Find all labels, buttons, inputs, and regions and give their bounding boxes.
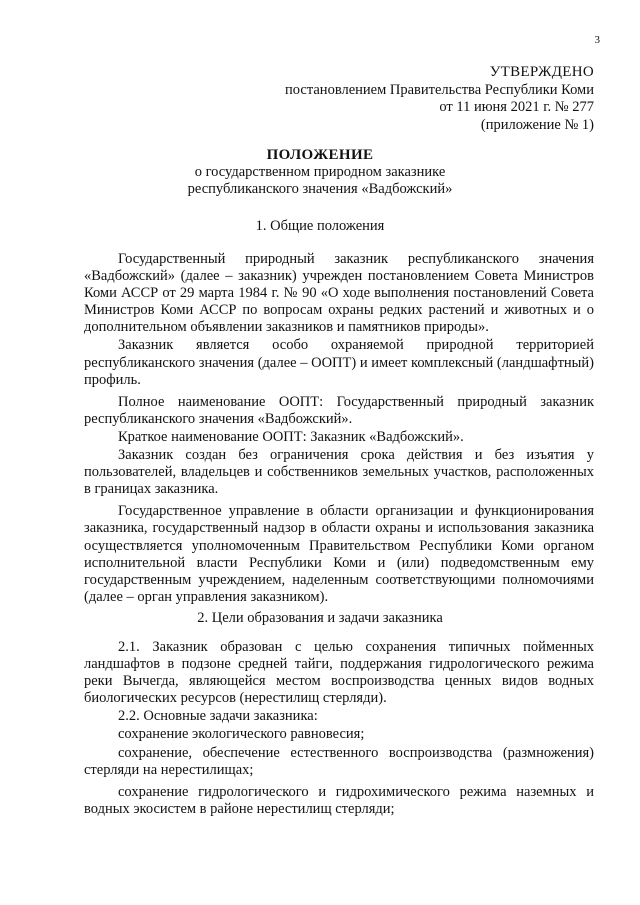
document-subtitle-1: о государственном природном заказнике	[194, 164, 446, 180]
section-2-paragraph: сохранение, обеспечение естественного воспроизводства (размножения) стерляди на нерестилищах;	[84, 744, 594, 778]
section-2-paragraph: 2.2. Основные задачи заказника:	[118, 708, 318, 725]
section-1-paragraph: Краткое наименование ООПТ: Заказник «Вадбожский».	[118, 428, 464, 445]
section-1-paragraph: Полное наименование ООПТ: Государственный природный заказник республиканского значения «Вадбожский».	[84, 393, 594, 427]
approval-line-3: (приложение № 1)	[480, 116, 594, 133]
section-1-paragraph: Государственный природный заказник республиканского значения «Вадбожский» (далее – заказник) учрежден постановлением Совета Министров Коми АССР от 29 марта 1984 г. № 90 «О ходе выполнения постановлений Совета Министров Коми АССР по вопросам охраны редких растений и животных и о дополнительном объявлении заказников и памятников природы».	[84, 251, 594, 336]
section-2-paragraph: сохранение гидрологического и гидрохимического режима наземных и водных экосистем в районе нерестилищ стерляди;	[84, 783, 594, 817]
section-1-body	[84, 251, 594, 606]
section-1-paragraph: Заказник является особо охраняемой природной территорией республиканского значения (далее – ООПТ) и имеет комплексный (ландшафтный) профиль.	[84, 337, 594, 388]
approval-title: УТВЕРЖДЕНО	[489, 64, 594, 80]
section-2-paragraph: 2.1. Заказник образован с целью сохранения типичных пойменных ландшафтов в подзоне средней тайги, поддержания гидрологического режима реки Вычегда, являющейся местом воспроизводства ценных видов водных биологических ресурсов (нерестилищ стерляди).	[84, 639, 594, 707]
page-number: 3	[594, 34, 600, 46]
approval-stamp	[285, 64, 594, 134]
document-title-block	[0, 147, 640, 198]
section-2-heading: 2. Цели образования и задачи заказника	[197, 610, 443, 626]
section-1-paragraph: Заказник создан без ограничения срока действия и без изъятия у пользователей, владельцев и собственников земельных участков, расположенных в границах заказника.	[84, 447, 594, 498]
section-1-heading: 1. Общие положения	[255, 218, 385, 234]
section-2-paragraph: сохранение экологического равновесия;	[118, 726, 365, 743]
section-1-paragraph: Государственное управление в области организации и функционирования заказника, государственный надзор в области охраны и использования заказника осуществляется уполномоченным Правительством Республики Коми органом исполнительной власти Республики Коми и (или) подведомственным ему государственным учреждением, наделенным соответствующими полномочиями (далее – орган управления заказником).	[84, 503, 594, 605]
document-title: ПОЛОЖЕНИЕ	[266, 147, 374, 163]
section-2-body	[84, 639, 594, 818]
approval-line-1: постановлением Правительства Республики Коми	[285, 81, 594, 98]
approval-line-2: от 11 июня 2021 г. № 277	[439, 99, 594, 115]
document-subtitle-2: республиканского значения «Вадбожский»	[187, 181, 453, 197]
